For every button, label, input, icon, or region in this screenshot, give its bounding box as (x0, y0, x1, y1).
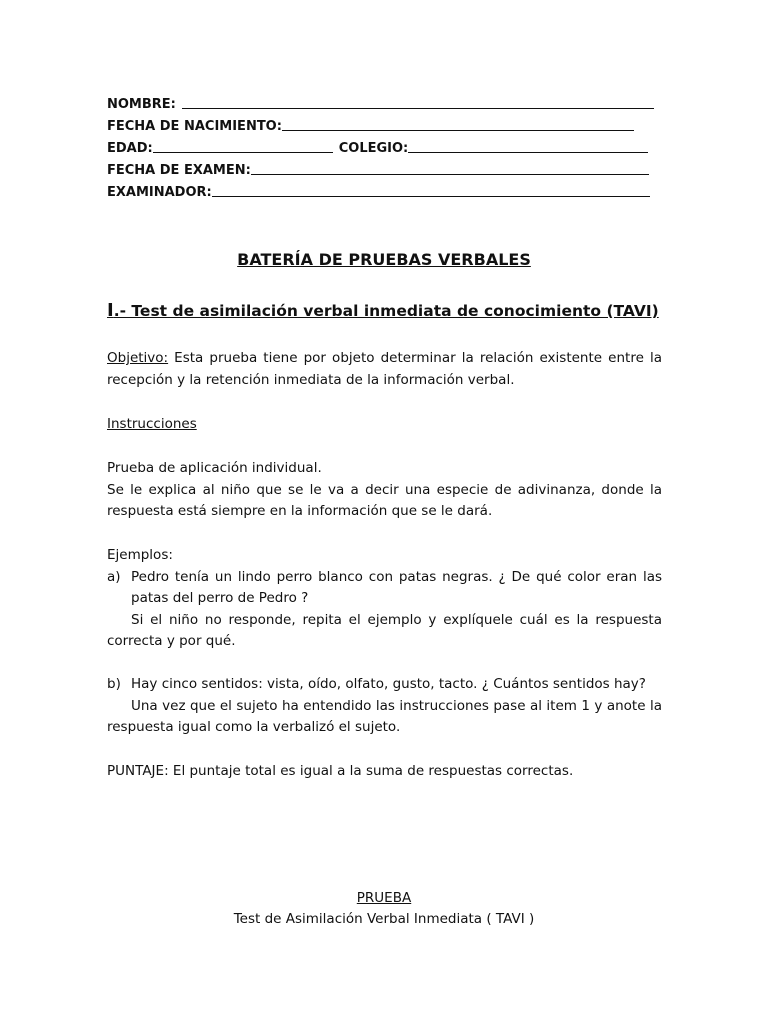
example-b-text: Hay cinco sentidos: vista, oído, olfato, gusto, tacto. ¿ Cuántos sentidos hay? (131, 676, 646, 692)
example-b-block (107, 674, 662, 739)
puntaje-paragraph (107, 761, 662, 783)
objetivo-paragraph (107, 348, 662, 391)
examinador-line (107, 180, 650, 200)
fecha-nacimiento-line (107, 114, 634, 134)
instrucciones-line-1: Prueba de aplicación individual. (107, 460, 322, 476)
example-a (107, 567, 662, 610)
instrucciones-line-2: Se le explica al niño que se le va a decir una especie de adivinanza, donde la respuesta está siempre en la información que se le dará. (107, 481, 662, 519)
prueba-heading: PRUEBA (356, 890, 412, 906)
examinador-blank (212, 182, 650, 197)
example-b-marker: b) (107, 676, 121, 692)
example-b-note-wrap (107, 696, 662, 739)
puntaje-text: El puntaje total es igual a la suma de respuestas correctas. (168, 763, 574, 779)
examinador-label: EXAMINADOR: (107, 185, 212, 200)
example-b-note: Una vez que el sujeto ha entendido las instrucciones pase al item 1 y anote la respuesta igual como la verbalizó el sujeto. (107, 697, 662, 735)
document-title: BATERÍA DE PRUEBAS VERBALES (237, 250, 531, 269)
fecha-nacimiento-blank (282, 116, 634, 131)
section-title: .- Test de asimilación verbal inmediata de conocimiento (TAVI) (113, 302, 659, 320)
example-a-text: Pedro tenía un lindo perro blanco con patas negras. ¿ De qué color eran las patas del perro de Pedro ? (131, 568, 662, 606)
instrucciones-label: Instrucciones (107, 416, 197, 432)
example-a-marker: a) (107, 568, 121, 585)
example-a-note-wrap (107, 610, 662, 653)
ejemplos-block (107, 545, 662, 653)
section-number: I (107, 300, 114, 321)
nombre-label: NOMBRE: (107, 97, 176, 112)
nombre-blank (182, 94, 654, 109)
edad-label: EDAD: (107, 141, 153, 156)
section-heading (107, 300, 662, 321)
prueba-subtitle: Test de Asimilación Verbal Inmediata ( TAVI ) (233, 911, 535, 927)
objetivo-text: Esta prueba tiene por objeto determinar la relación existente entre la recepción y la retención inmediata de la información verbal. (107, 350, 662, 388)
colegio-label: COLEGIO: (338, 141, 409, 156)
ejemplos-heading: Ejemplos: (107, 547, 173, 563)
fecha-examen-label: FECHA DE EXAMEN: (107, 163, 251, 178)
fecha-examen-line (107, 158, 649, 178)
edad-colegio-line (107, 136, 648, 156)
instrucciones-body (107, 458, 662, 523)
puntaje-label: PUNTAJE: (107, 763, 169, 779)
example-b (107, 674, 662, 696)
colegio-blank (408, 138, 648, 153)
objetivo-label: Objetivo: (107, 350, 169, 366)
instrucciones-heading (107, 414, 662, 436)
fecha-examen-blank (251, 160, 649, 175)
edad-blank (153, 138, 333, 153)
example-a-note: Si el niño no responde, repita el ejemplo y explíquele cuál es la respuesta correcta y por qué. (107, 611, 662, 649)
fecha-nacimiento-label: FECHA DE NACIMIENTO: (107, 119, 282, 134)
nombre-line (107, 92, 654, 112)
